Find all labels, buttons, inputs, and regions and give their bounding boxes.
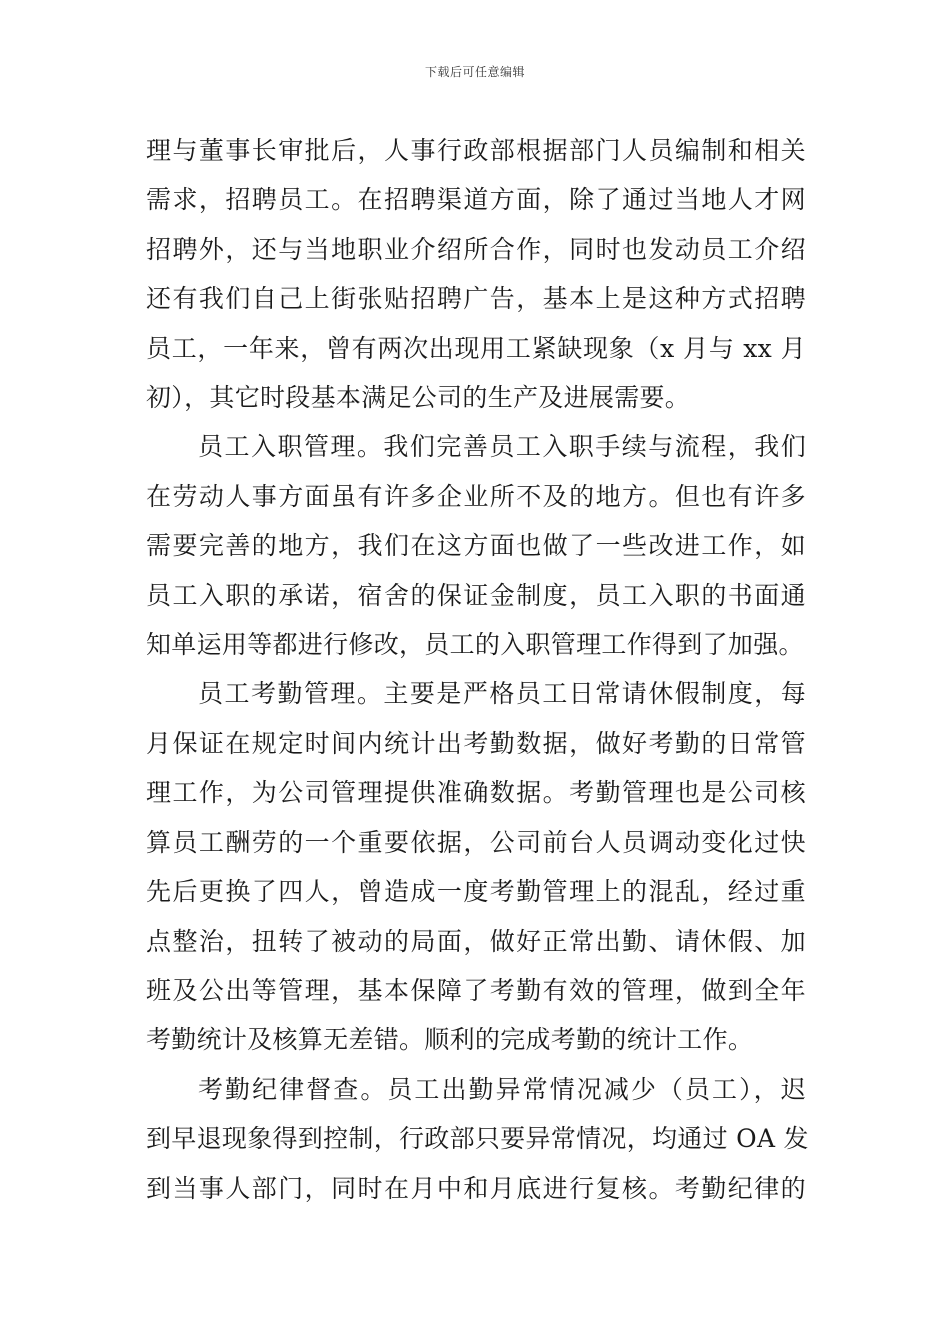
- text-line: 还有我们自己上街张贴招聘广告，基本上是这种方式招聘: [146, 284, 806, 314]
- text-line: 知单运用等都进行修改，员工的入职管理工作得到了加强。: [146, 630, 804, 660]
- text-line: 在劳动人事方面虽有许多企业所不及的地方。但也有许多: [146, 481, 806, 511]
- paragraph-onboarding: [146, 422, 806, 669]
- text-line: 员工，一年来，曾有两次出现用工紧缺现象（x 月与 xx 月: [146, 333, 806, 363]
- text-line: 先后更换了四人，曾造成一度考勤管理上的混乱，经过重: [146, 877, 806, 907]
- page-header: 下载后可任意编辑: [424, 65, 525, 79]
- text-line: 初），其它时段基本满足公司的生产及进展需要。: [146, 383, 691, 413]
- text-line: 考勤统计及核算无差错。顺利的完成考勤的统计工作。: [146, 1025, 754, 1055]
- paragraph-discipline: [146, 1065, 809, 1213]
- text-line: 算员工酬劳的一个重要依据，公司前台人员调动变化过快: [146, 827, 806, 857]
- text-line: 月保证在规定时间内统计出考勤数据，做好考勤的日常管: [146, 728, 806, 758]
- document-body: [146, 126, 809, 1213]
- text-line: 员工考勤管理。主要是严格员工日常请休假制度，每: [198, 679, 806, 709]
- text-line: 到当事人部门，同时在月中和月底进行复核。考勤纪律的: [146, 1173, 806, 1203]
- text-line: 需要完善的地方，我们在这方面也做了一些改进工作，如: [146, 531, 806, 561]
- paragraph-attendance: [146, 669, 806, 1064]
- text-line: 理工作，为公司管理提供准确数据。考勤管理也是公司核: [146, 778, 806, 808]
- paragraph-recruitment: [146, 126, 806, 422]
- text-line: 理与董事长审批后，人事行政部根据部门人员编制和相关: [146, 136, 806, 165]
- text-line: 员工入职的承诺，宿舍的保证金制度，员工入职的书面通: [146, 580, 806, 610]
- text-line: 员工入职管理。我们完善员工入职手续与流程，我们: [198, 432, 806, 462]
- text-line: 到早退现象得到控制，行政部只要异常情况，均通过 OA 发: [146, 1124, 809, 1154]
- text-line: 招聘外，还与当地职业介绍所合作，同时也发动员工介绍: [146, 234, 806, 264]
- text-line: 考勤纪律督查。员工出勤异常情况减少（员工），迟: [198, 1074, 806, 1104]
- text-line: 点整治，扭转了被动的局面，做好正常出勤、请休假、加: [146, 926, 806, 956]
- text-line: 需求，招聘员工。在招聘渠道方面，除了通过当地人才网: [146, 185, 806, 215]
- text-line: 班及公出等管理，基本保障了考勤有效的管理，做到全年: [146, 975, 806, 1005]
